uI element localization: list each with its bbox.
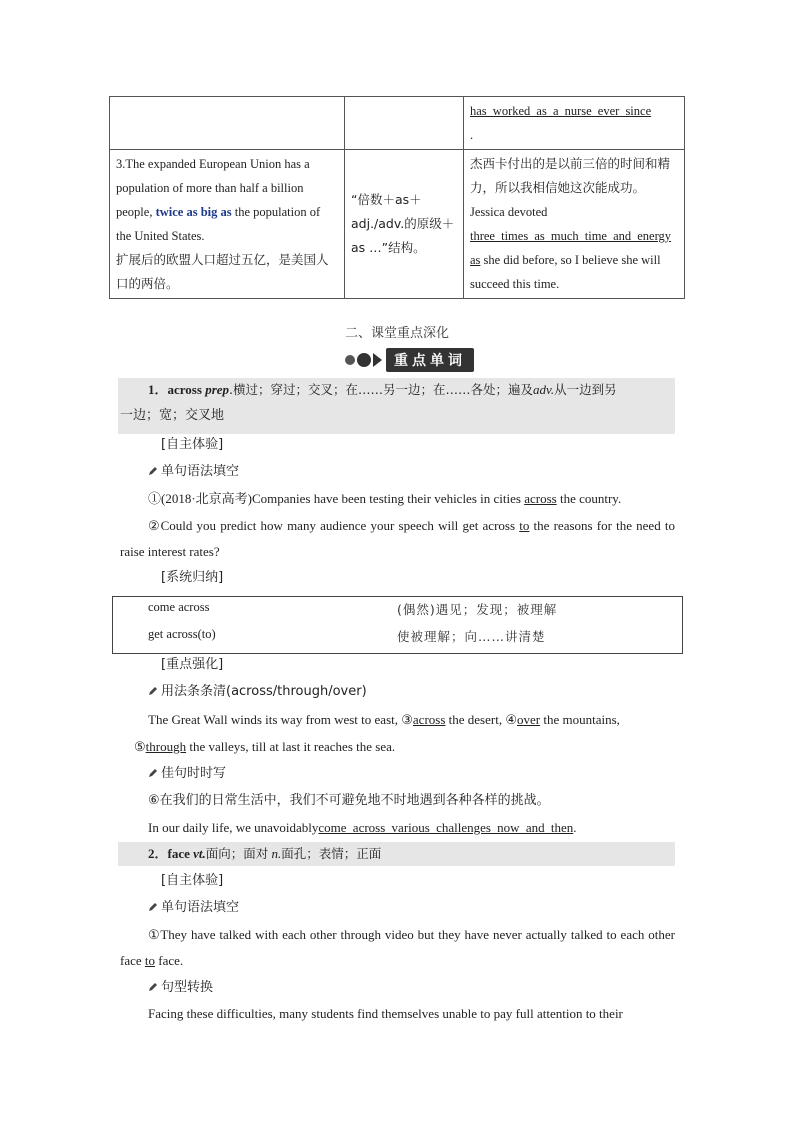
question-1 bbox=[120, 922, 675, 974]
part-of-speech: adv. bbox=[533, 382, 555, 397]
answer-text: across bbox=[524, 491, 557, 506]
definition: 从一边到另 bbox=[554, 382, 617, 397]
question-1 bbox=[148, 489, 621, 509]
period: . bbox=[470, 128, 474, 142]
subheading bbox=[148, 978, 213, 998]
headword: 1．across bbox=[148, 382, 202, 397]
subheading-text: 佳句时时写 bbox=[161, 766, 227, 781]
answer-text: has worked as a nurse ever since bbox=[470, 104, 652, 118]
subheading bbox=[148, 898, 239, 918]
definition: 面向；面对 bbox=[205, 846, 269, 861]
subheading-text: 单句语法填空 bbox=[161, 464, 240, 479]
phrase-meaning: (偶然)遇见；发现；被理解 bbox=[397, 602, 558, 617]
answer-text: across bbox=[412, 712, 446, 727]
part-of-speech: n. bbox=[271, 846, 282, 861]
table-cell bbox=[110, 97, 345, 150]
example-translation: 扩展后的欧盟人口超过五亿，是美国人口的两倍。 bbox=[116, 252, 329, 291]
compare-paragraph bbox=[148, 710, 620, 730]
question-text: ②Could you predict how many audience your speech will get across bbox=[148, 518, 516, 533]
section-banner bbox=[345, 348, 474, 372]
dot-icon bbox=[357, 353, 371, 367]
definition: 面孔；表情；正面 bbox=[281, 846, 382, 861]
paragraph-text: the desert, ④ bbox=[448, 712, 517, 727]
pencil-icon bbox=[148, 686, 158, 696]
part-of-speech: prep bbox=[205, 382, 230, 397]
headword: 2．face bbox=[148, 846, 190, 861]
paragraph-text: The Great Wall winds its way from west to east, ③ bbox=[148, 712, 413, 727]
word-definition bbox=[148, 380, 617, 400]
word-definition bbox=[148, 844, 381, 864]
subheading bbox=[148, 462, 239, 482]
question-text: the reasons for the need to raise interest rates? bbox=[120, 518, 675, 559]
exercise-chinese: 杰西卡付出的是以前三倍的时间和精力，所以我相信她这次能成功。 bbox=[470, 156, 671, 195]
table-cell bbox=[110, 150, 345, 299]
question-2 bbox=[120, 513, 675, 565]
subheading-text: 句型转换 bbox=[161, 980, 214, 995]
subheading-text: 单句语法填空 bbox=[161, 900, 240, 915]
practice-tag: [自主体验] bbox=[161, 437, 224, 452]
question-text: face. bbox=[158, 953, 184, 968]
table-row bbox=[110, 97, 685, 150]
practice-tag: [自主体验] bbox=[161, 873, 224, 888]
sentence-text: . bbox=[573, 820, 577, 835]
sentence-text: In our daily life, we unavoidably bbox=[148, 820, 319, 835]
phrase: come across bbox=[148, 600, 210, 614]
pencil-icon bbox=[148, 466, 158, 476]
example-sentence-end: the population of the United States. bbox=[116, 205, 321, 243]
writing-answer bbox=[148, 818, 576, 838]
subheading bbox=[148, 682, 367, 702]
paragraph-text: the valleys, till at last it reaches the sea. bbox=[189, 739, 396, 754]
table-cell bbox=[345, 97, 464, 150]
answer-text: to bbox=[144, 953, 156, 968]
part-of-speech: vt. bbox=[193, 846, 206, 861]
subheading bbox=[148, 764, 226, 784]
structure-note: “倍数＋as＋adj./adv.的原级＋as …”结构。 bbox=[345, 150, 464, 299]
answer-text: through bbox=[145, 739, 187, 754]
question-text: ①(2018·北京高考)Companies have been testing their vehicles in cities bbox=[148, 491, 521, 506]
definition-continued: 一边；宽；交叉地 bbox=[120, 408, 225, 423]
pencil-icon bbox=[148, 982, 158, 992]
answer-text: come across various challenges now and then bbox=[318, 820, 574, 835]
exercise-english: Jessica devoted bbox=[470, 205, 548, 219]
section-title: 二、课堂重点深化 bbox=[344, 326, 449, 341]
dot-icon bbox=[345, 355, 355, 365]
banner-label: 重点单词 bbox=[386, 348, 474, 372]
highlight-phrase: twice as big as bbox=[155, 205, 232, 219]
definition: .横过；穿过；交叉；在……另一边；在……各处；遍及 bbox=[229, 382, 534, 397]
answer-text: over bbox=[516, 712, 541, 727]
paragraph-text: the mountains, bbox=[543, 712, 620, 727]
phrase-box bbox=[112, 596, 683, 654]
pencil-icon bbox=[148, 902, 158, 912]
question-text: ①They have talked with each other through video but they have never actually talked to each other face bbox=[120, 927, 675, 968]
answer-text: to bbox=[519, 518, 530, 533]
pencil-icon bbox=[148, 768, 158, 778]
example-sentence: 3.The expanded European Union has a population of more than half a billion people, bbox=[116, 157, 310, 219]
compare-paragraph-cont bbox=[134, 737, 395, 757]
paragraph-text: ⑤ bbox=[134, 739, 146, 754]
summary-tag: [系统归纳] bbox=[161, 570, 224, 585]
subheading-text: 用法条条清(across/through/over) bbox=[161, 684, 367, 699]
table-cell bbox=[464, 97, 685, 150]
strengthen-tag: [重点强化] bbox=[161, 657, 224, 672]
phrase: get across(to) bbox=[148, 627, 216, 641]
exercise-english-end: she did before, so I believe she will succeed this time. bbox=[470, 253, 661, 291]
table-row bbox=[110, 150, 685, 299]
example-table bbox=[109, 96, 685, 299]
transform-sentence: Facing these difficulties, many students find themselves unable to pay full attention to their bbox=[148, 1006, 623, 1021]
writing-prompt: ⑥在我们的日常生活中，我们不可避免地不时地遇到各种各样的挑战。 bbox=[148, 793, 550, 808]
arrow-icon bbox=[373, 353, 382, 367]
table-cell bbox=[464, 150, 685, 299]
answer-text: three times as much time and energy as bbox=[470, 229, 672, 267]
question-text: the country. bbox=[559, 491, 622, 506]
phrase-meaning: 使被理解；向……讲清楚 bbox=[397, 629, 546, 644]
